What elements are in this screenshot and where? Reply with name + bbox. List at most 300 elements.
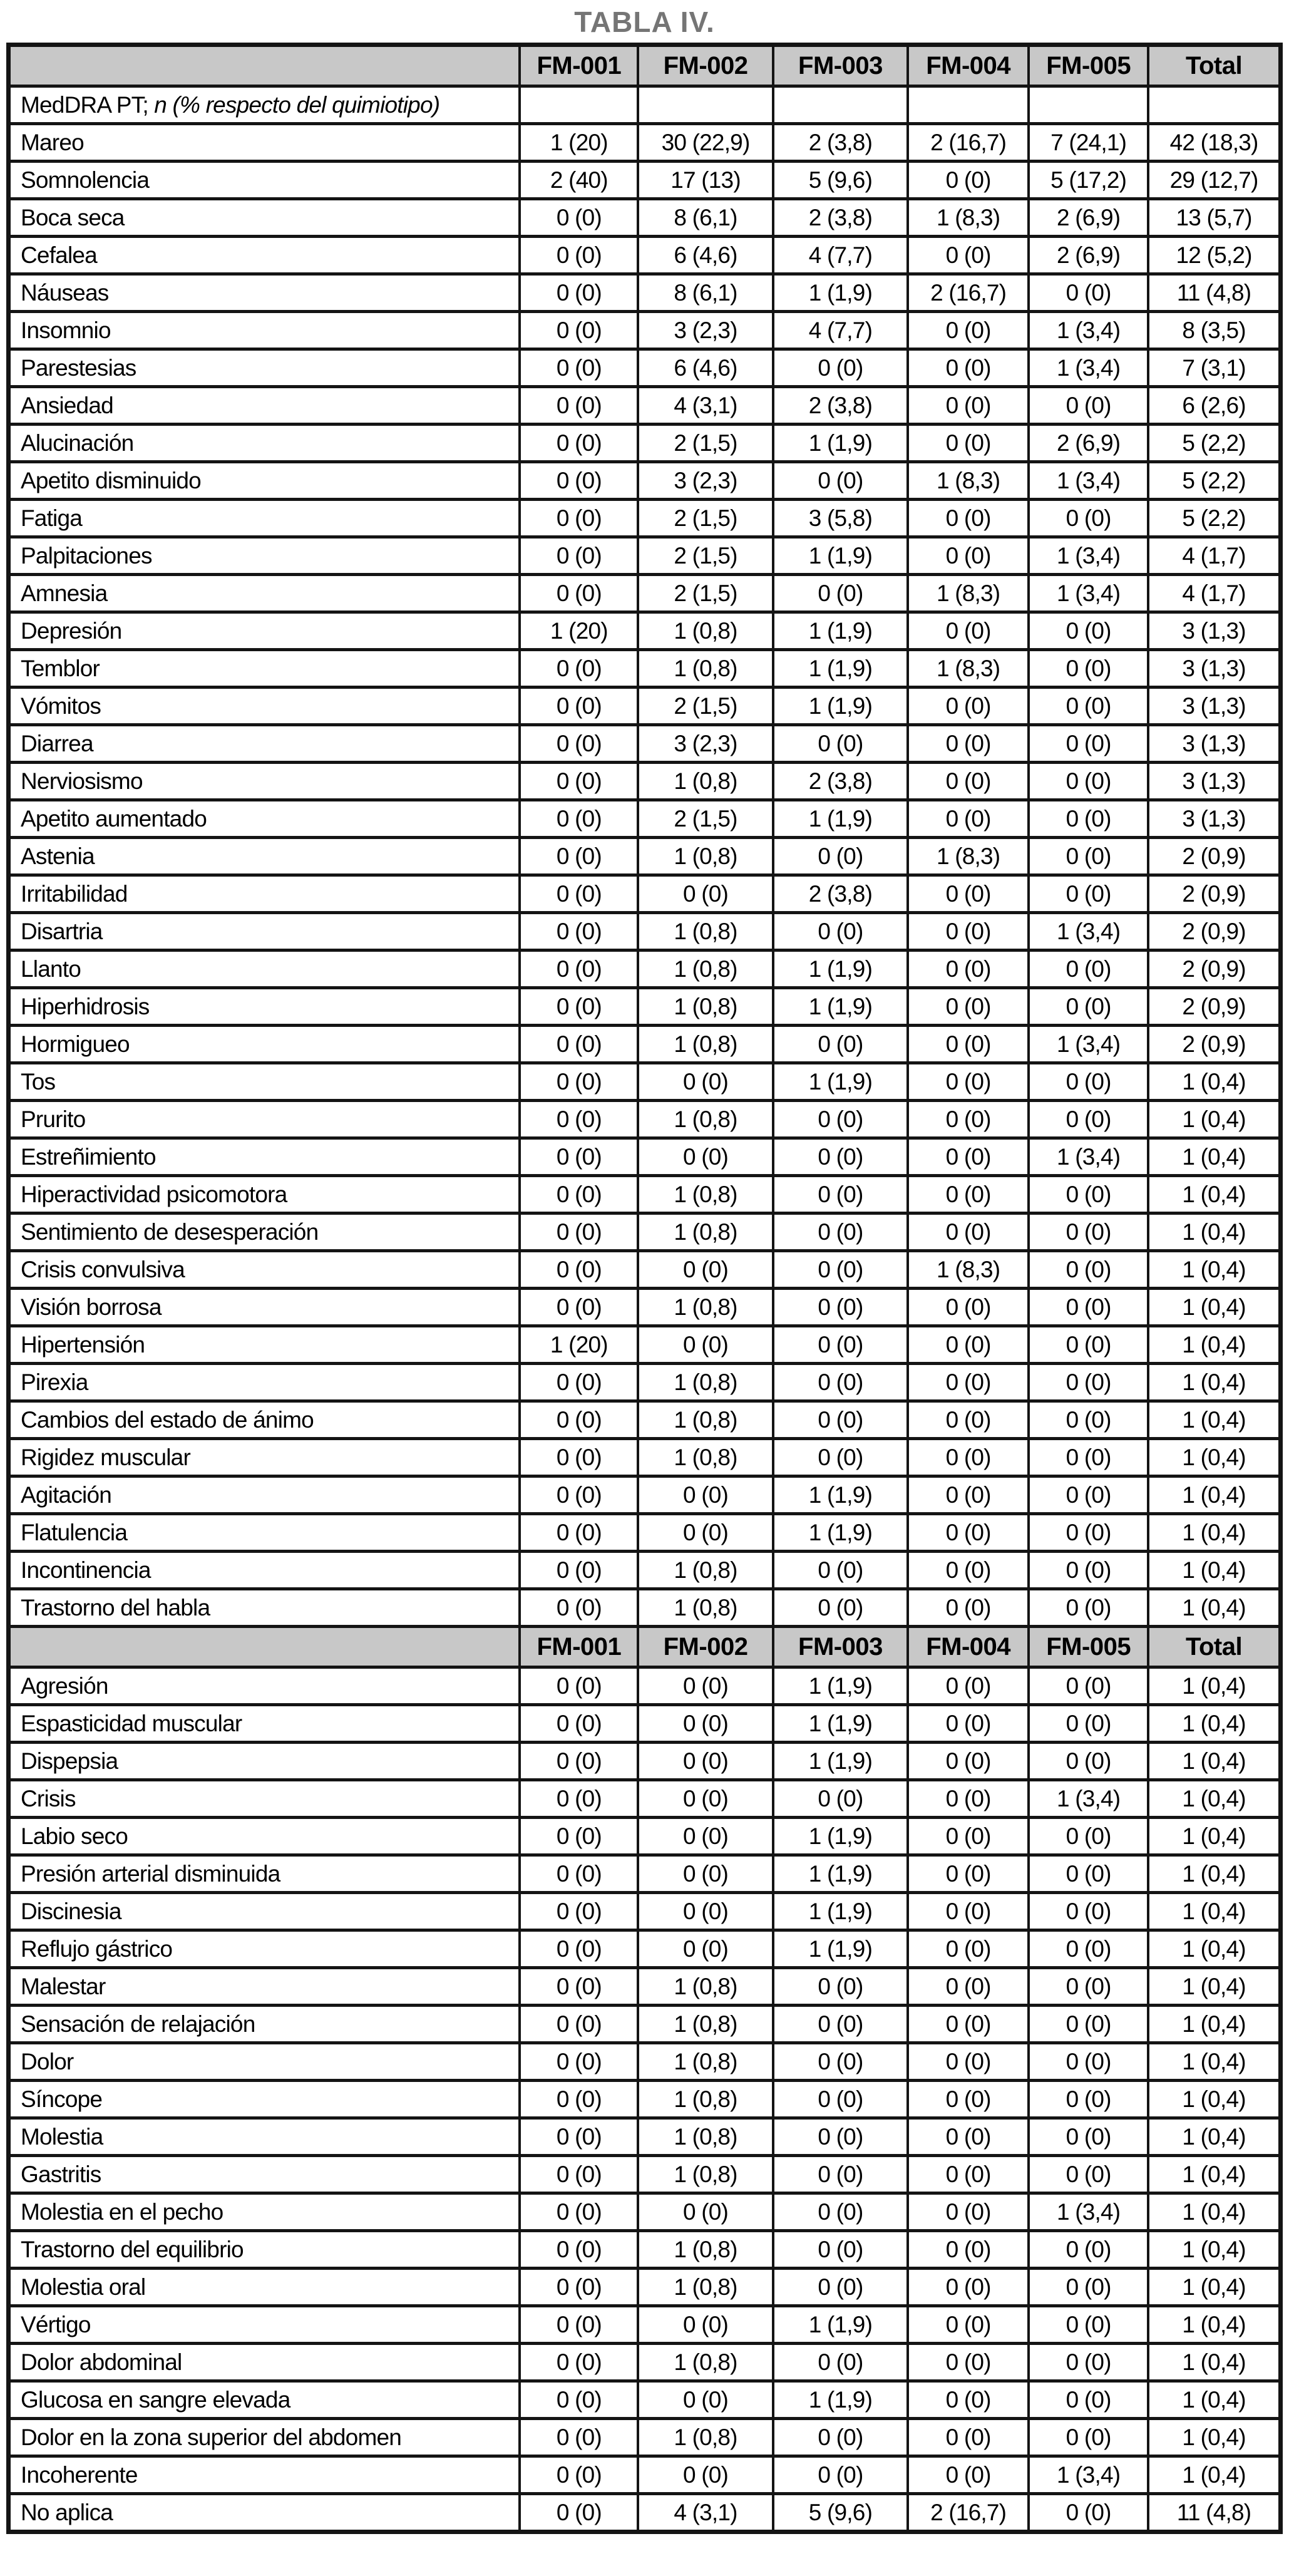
row-label: Crisis — [9, 1780, 520, 1818]
cell-value: 0 (0) — [520, 1780, 638, 1818]
cell-value: 1 (0,4) — [1148, 1364, 1280, 1401]
cell-value: 0 (0) — [520, 1364, 638, 1401]
cell-value: 6 (4,6) — [638, 237, 773, 274]
table-row — [9, 1439, 1281, 1476]
table-row — [9, 2419, 1281, 2456]
cell-value: 1 (20) — [520, 124, 638, 162]
cell-value: 0 (0) — [908, 425, 1029, 462]
cell-value: 2 (1,5) — [638, 688, 773, 725]
column-header-fm-003: FM-003 — [773, 45, 908, 86]
cell-value: 1 (0,8) — [638, 1289, 773, 1326]
row-label: Diarrea — [9, 725, 520, 763]
empty-cell — [638, 86, 773, 124]
cell-value: 0 (0) — [1029, 274, 1148, 312]
cell-value: 2 (0,9) — [1148, 1026, 1280, 1063]
cell-value: 0 (0) — [1029, 725, 1148, 763]
cell-value: 0 (0) — [908, 1589, 1029, 1627]
table-row — [9, 2456, 1281, 2494]
cell-value: 0 (0) — [638, 1326, 773, 1364]
cell-value: 2 (3,8) — [773, 124, 908, 162]
cell-value: 0 (0) — [520, 1514, 638, 1552]
cell-value: 0 (0) — [1029, 1364, 1148, 1401]
cell-value: 0 (0) — [908, 1705, 1029, 1743]
cell-value: 0 (0) — [1029, 800, 1148, 838]
cell-value: 0 (0) — [1029, 1818, 1148, 1855]
cell-value: 1 (1,9) — [773, 612, 908, 650]
cell-value: 0 (0) — [520, 575, 638, 612]
cell-value: 2 (40) — [520, 162, 638, 199]
cell-value: 1 (0,8) — [638, 951, 773, 988]
cell-value: 0 (0) — [908, 1552, 1029, 1589]
table-row — [9, 1930, 1281, 1968]
cell-value: 2 (1,5) — [638, 425, 773, 462]
cell-value: 0 (0) — [908, 2118, 1029, 2156]
cell-value: 0 (0) — [520, 1855, 638, 1893]
row-label: Somnolencia — [9, 162, 520, 199]
cell-value: 0 (0) — [773, 1968, 908, 2006]
cell-value: 17 (13) — [638, 162, 773, 199]
cell-value: 1 (0,4) — [1148, 1138, 1280, 1176]
cell-value: 1 (0,4) — [1148, 1176, 1280, 1213]
cell-value: 1 (1,9) — [773, 988, 908, 1026]
table-header-row-1 — [9, 1627, 1281, 1667]
table-row — [9, 1818, 1281, 1855]
cell-value: 0 (0) — [1029, 1063, 1148, 1101]
table-row — [9, 500, 1281, 537]
cell-value: 0 (0) — [1029, 2118, 1148, 2156]
cell-value: 1 (1,9) — [773, 650, 908, 688]
cell-value: 0 (0) — [773, 1780, 908, 1818]
row-label: Estreñimiento — [9, 1138, 520, 1176]
cell-value: 1 (0,4) — [1148, 1401, 1280, 1439]
cell-value: 0 (0) — [520, 1818, 638, 1855]
cell-value: 0 (0) — [773, 1138, 908, 1176]
row-label: Tos — [9, 1063, 520, 1101]
row-label: Pirexia — [9, 1364, 520, 1401]
cell-value: 0 (0) — [773, 1289, 908, 1326]
cell-value: 1 (0,4) — [1148, 1818, 1280, 1855]
table-row — [9, 2006, 1281, 2043]
row-label: Trastorno del habla — [9, 1589, 520, 1627]
cell-value: 4 (7,7) — [773, 312, 908, 349]
tabla-iv — [6, 43, 1283, 2534]
cell-value: 0 (0) — [908, 2043, 1029, 2081]
cell-value: 0 (0) — [773, 913, 908, 951]
cell-value: 7 (24,1) — [1029, 124, 1148, 162]
cell-value: 0 (0) — [1029, 650, 1148, 688]
cell-value: 0 (0) — [908, 1364, 1029, 1401]
cell-value: 0 (0) — [908, 951, 1029, 988]
table-row — [9, 2043, 1281, 2081]
cell-value: 0 (0) — [520, 2043, 638, 2081]
cell-value: 0 (0) — [1029, 1893, 1148, 1930]
cell-value: 0 (0) — [520, 349, 638, 387]
cell-value: 2 (3,8) — [773, 387, 908, 425]
cell-value: 0 (0) — [520, 1705, 638, 1743]
cell-value: 3 (1,3) — [1148, 763, 1280, 800]
cell-value: 2 (0,9) — [1148, 988, 1280, 1026]
table-header-row-0 — [9, 45, 1281, 86]
cell-value: 0 (0) — [773, 575, 908, 612]
cell-value: 0 (0) — [1029, 1968, 1148, 2006]
table-row — [9, 2381, 1281, 2419]
cell-value: 1 (1,9) — [773, 800, 908, 838]
row-label: Irritabilidad — [9, 875, 520, 913]
cell-value: 0 (0) — [638, 1514, 773, 1552]
cell-value: 5 (17,2) — [1029, 162, 1148, 199]
cell-value: 2 (6,9) — [1029, 425, 1148, 462]
row-label: Apetito aumentado — [9, 800, 520, 838]
cell-value: 0 (0) — [1029, 2381, 1148, 2419]
cell-value: 0 (0) — [773, 1552, 908, 1589]
row-label: Incoherente — [9, 2456, 520, 2494]
cell-value: 1 (0,8) — [638, 1401, 773, 1439]
cell-value: 0 (0) — [908, 875, 1029, 913]
cell-value: 1 (0,4) — [1148, 1552, 1280, 1589]
cell-value: 1 (0,4) — [1148, 1855, 1280, 1893]
table-row — [9, 875, 1281, 913]
cell-value: 0 (0) — [908, 1780, 1029, 1818]
cell-value: 0 (0) — [520, 1138, 638, 1176]
cell-value: 1 (1,9) — [773, 1818, 908, 1855]
cell-value: 0 (0) — [1029, 1439, 1148, 1476]
table-row — [9, 1855, 1281, 1893]
table-row — [9, 2193, 1281, 2231]
cell-value: 29 (12,7) — [1148, 162, 1280, 199]
cell-value: 0 (0) — [908, 763, 1029, 800]
cell-value: 0 (0) — [908, 1439, 1029, 1476]
table-row — [9, 1780, 1281, 1818]
cell-value: 8 (6,1) — [638, 274, 773, 312]
cell-value: 1 (0,8) — [638, 2043, 773, 2081]
cell-value: 0 (0) — [908, 988, 1029, 1026]
cell-value: 1 (8,3) — [908, 199, 1029, 237]
cell-value: 1 (0,4) — [1148, 1213, 1280, 1251]
cell-value: 1 (1,9) — [773, 951, 908, 988]
cell-value: 0 (0) — [520, 1063, 638, 1101]
row-label: Molestia en el pecho — [9, 2193, 520, 2231]
cell-value: 42 (18,3) — [1148, 124, 1280, 162]
cell-value: 0 (0) — [1029, 688, 1148, 725]
cell-value: 13 (5,7) — [1148, 199, 1280, 237]
cell-value: 1 (0,8) — [638, 2269, 773, 2306]
cell-value: 1 (1,9) — [773, 537, 908, 575]
cell-value: 3 (5,8) — [773, 500, 908, 537]
cell-value: 0 (0) — [908, 2306, 1029, 2344]
cell-value: 0 (0) — [520, 537, 638, 575]
cell-value: 0 (0) — [908, 913, 1029, 951]
cell-value: 0 (0) — [773, 1213, 908, 1251]
cell-value: 1 (0,4) — [1148, 2456, 1280, 2494]
cell-value: 0 (0) — [1029, 2269, 1148, 2306]
table-row — [9, 1251, 1281, 1289]
column-header-fm-002: FM-002 — [638, 45, 773, 86]
cell-value: 1 (0,8) — [638, 1026, 773, 1063]
cell-value: 11 (4,8) — [1148, 274, 1280, 312]
cell-value: 0 (0) — [773, 2269, 908, 2306]
cell-value: 1 (1,9) — [773, 1514, 908, 1552]
cell-value: 5 (2,2) — [1148, 462, 1280, 500]
cell-value: 0 (0) — [1029, 1552, 1148, 1589]
table-row — [9, 237, 1281, 274]
row-label: Alucinación — [9, 425, 520, 462]
cell-value: 0 (0) — [908, 387, 1029, 425]
cell-value: 0 (0) — [908, 162, 1029, 199]
cell-value: 0 (0) — [638, 1138, 773, 1176]
cell-value: 0 (0) — [908, 2231, 1029, 2269]
cell-value: 0 (0) — [638, 2306, 773, 2344]
cell-value: 1 (8,3) — [908, 650, 1029, 688]
row-label: Astenia — [9, 838, 520, 875]
row-label: Nerviosismo — [9, 763, 520, 800]
cell-value: 1 (0,8) — [638, 2006, 773, 2043]
cell-value: 0 (0) — [773, 725, 908, 763]
cell-value: 3 (1,3) — [1148, 688, 1280, 725]
table-row — [9, 387, 1281, 425]
table-row — [9, 1326, 1281, 1364]
cell-value: 2 (6,9) — [1029, 237, 1148, 274]
cell-value: 1 (3,4) — [1029, 312, 1148, 349]
cell-value: 0 (0) — [773, 2231, 908, 2269]
cell-value: 0 (0) — [908, 1930, 1029, 1968]
cell-value: 0 (0) — [520, 1251, 638, 1289]
cell-value: 0 (0) — [520, 274, 638, 312]
cell-value: 1 (0,8) — [638, 650, 773, 688]
cell-value: 1 (3,4) — [1029, 913, 1148, 951]
cell-value: 1 (8,3) — [908, 575, 1029, 612]
table-row — [9, 1289, 1281, 1326]
meddra-note-prefix: MedDRA PT; — [21, 91, 155, 118]
cell-value: 0 (0) — [908, 1138, 1029, 1176]
table-row — [9, 575, 1281, 612]
cell-value: 0 (0) — [773, 1251, 908, 1289]
cell-value: 0 (0) — [908, 2381, 1029, 2419]
row-label: No aplica — [9, 2494, 520, 2532]
cell-value: 0 (0) — [773, 349, 908, 387]
cell-value: 0 (0) — [1029, 1667, 1148, 1705]
cell-value: 0 (0) — [1029, 2006, 1148, 2043]
cell-value: 1 (3,4) — [1029, 2193, 1148, 2231]
cell-value: 2 (6,9) — [1029, 199, 1148, 237]
table-row — [9, 1101, 1281, 1138]
cell-value: 1 (0,8) — [638, 913, 773, 951]
row-label: Fatiga — [9, 500, 520, 537]
cell-value: 0 (0) — [520, 800, 638, 838]
row-label: Presión arterial disminuida — [9, 1855, 520, 1893]
cell-value: 1 (0,8) — [638, 612, 773, 650]
cell-value: 1 (0,4) — [1148, 1476, 1280, 1514]
header-corner-cell — [9, 1627, 520, 1667]
cell-value: 0 (0) — [1029, 2043, 1148, 2081]
cell-value: 0 (0) — [520, 2344, 638, 2381]
cell-value: 0 (0) — [638, 1818, 773, 1855]
row-label: Vértigo — [9, 2306, 520, 2344]
table-title: TABLA IV. — [574, 6, 715, 38]
cell-value: 0 (0) — [1029, 951, 1148, 988]
cell-value: 0 (0) — [638, 1855, 773, 1893]
cell-value: 1 (0,8) — [638, 2231, 773, 2269]
row-label: Sentimiento de desesperación — [9, 1213, 520, 1251]
row-label: Dispepsia — [9, 1743, 520, 1780]
row-label: Agresión — [9, 1667, 520, 1705]
cell-value: 1 (0,4) — [1148, 1589, 1280, 1627]
cell-value: 0 (0) — [520, 1476, 638, 1514]
cell-value: 1 (0,4) — [1148, 2043, 1280, 2081]
cell-value: 0 (0) — [908, 1514, 1029, 1552]
cell-value: 1 (0,4) — [1148, 2419, 1280, 2456]
cell-value: 1 (0,4) — [1148, 2269, 1280, 2306]
cell-value: 1 (3,4) — [1029, 2456, 1148, 2494]
cell-value: 7 (3,1) — [1148, 349, 1280, 387]
table-row — [9, 951, 1281, 988]
cell-value: 0 (0) — [908, 312, 1029, 349]
cell-value: 1 (0,8) — [638, 1176, 773, 1213]
cell-value: 1 (0,4) — [1148, 2344, 1280, 2381]
table-row — [9, 988, 1281, 1026]
cell-value: 0 (0) — [520, 2381, 638, 2419]
cell-value: 0 (0) — [908, 1476, 1029, 1514]
row-label: Vómitos — [9, 688, 520, 725]
table-row — [9, 537, 1281, 575]
table-row — [9, 124, 1281, 162]
cell-value: 1 (0,4) — [1148, 1705, 1280, 1743]
table-body — [9, 45, 1281, 2532]
cell-value: 1 (0,8) — [638, 1589, 773, 1627]
cell-value: 0 (0) — [520, 1552, 638, 1589]
cell-value: 1 (1,9) — [773, 1476, 908, 1514]
cell-value: 0 (0) — [908, 237, 1029, 274]
cell-value: 8 (3,5) — [1148, 312, 1280, 349]
cell-value: 0 (0) — [773, 2118, 908, 2156]
cell-value: 0 (0) — [520, 1589, 638, 1627]
cell-value: 1 (0,4) — [1148, 2081, 1280, 2118]
cell-value: 0 (0) — [1029, 1213, 1148, 1251]
cell-value: 3 (1,3) — [1148, 800, 1280, 838]
cell-value: 0 (0) — [908, 537, 1029, 575]
cell-value: 0 (0) — [520, 988, 638, 1026]
cell-value: 2 (1,5) — [638, 800, 773, 838]
table-row — [9, 913, 1281, 951]
cell-value: 0 (0) — [908, 800, 1029, 838]
cell-value: 1 (0,4) — [1148, 1439, 1280, 1476]
cell-value: 1 (3,4) — [1029, 1026, 1148, 1063]
empty-cell — [1029, 86, 1148, 124]
cell-value: 1 (0,8) — [638, 1968, 773, 2006]
row-label: Hipertensión — [9, 1326, 520, 1364]
cell-value: 0 (0) — [773, 1589, 908, 1627]
cell-value: 0 (0) — [520, 838, 638, 875]
cell-value: 0 (0) — [520, 1026, 638, 1063]
cell-value: 1 (3,4) — [1029, 349, 1148, 387]
cell-value: 1 (8,3) — [908, 462, 1029, 500]
cell-value: 0 (0) — [908, 2156, 1029, 2193]
cell-value: 0 (0) — [1029, 875, 1148, 913]
cell-value: 0 (0) — [638, 1893, 773, 1930]
cell-value: 2 (16,7) — [908, 2494, 1029, 2532]
cell-value: 1 (0,8) — [638, 2118, 773, 2156]
cell-value: 1 (3,4) — [1029, 1780, 1148, 1818]
cell-value: 2 (1,5) — [638, 500, 773, 537]
cell-value: 0 (0) — [1029, 838, 1148, 875]
cell-value: 0 (0) — [908, 2419, 1029, 2456]
cell-value: 1 (20) — [520, 1326, 638, 1364]
cell-value: 1 (1,9) — [773, 1930, 908, 1968]
cell-value: 0 (0) — [520, 199, 638, 237]
cell-value: 1 (1,9) — [773, 1063, 908, 1101]
table-row — [9, 1063, 1281, 1101]
table-row — [9, 1667, 1281, 1705]
row-label: Molestia — [9, 2118, 520, 2156]
table-row — [9, 688, 1281, 725]
table-row — [9, 312, 1281, 349]
row-label: Náuseas — [9, 274, 520, 312]
cell-value: 0 (0) — [1029, 2306, 1148, 2344]
cell-value: 0 (0) — [1029, 988, 1148, 1026]
cell-value: 0 (0) — [908, 1855, 1029, 1893]
cell-value: 0 (0) — [520, 688, 638, 725]
cell-value: 0 (0) — [638, 2456, 773, 2494]
table-row — [9, 2118, 1281, 2156]
column-header-fm-005: FM-005 — [1029, 45, 1148, 86]
empty-cell — [1148, 86, 1280, 124]
row-label: Incontinencia — [9, 1552, 520, 1589]
table-row — [9, 650, 1281, 688]
row-label: Amnesia — [9, 575, 520, 612]
cell-value: 1 (1,9) — [773, 2306, 908, 2344]
cell-value: 1 (1,9) — [773, 2381, 908, 2419]
column-header-fm-004: FM-004 — [908, 45, 1029, 86]
cell-value: 3 (2,3) — [638, 725, 773, 763]
cell-value: 0 (0) — [773, 1101, 908, 1138]
cell-value: 1 (0,4) — [1148, 1101, 1280, 1138]
row-label: Gastritis — [9, 2156, 520, 2193]
cell-value: 2 (0,9) — [1148, 913, 1280, 951]
cell-value: 0 (0) — [773, 1439, 908, 1476]
cell-value: 0 (0) — [638, 1476, 773, 1514]
row-label: Dolor en la zona superior del abdomen — [9, 2419, 520, 2456]
table-row — [9, 274, 1281, 312]
row-label: Hiperhidrosis — [9, 988, 520, 1026]
table-row — [9, 1968, 1281, 2006]
cell-value: 0 (0) — [908, 1101, 1029, 1138]
cell-value: 0 (0) — [520, 875, 638, 913]
cell-value: 0 (0) — [520, 1667, 638, 1705]
cell-value: 0 (0) — [773, 1176, 908, 1213]
table-row — [9, 1213, 1281, 1251]
table-row — [9, 1589, 1281, 1627]
table-row — [9, 2344, 1281, 2381]
cell-value: 0 (0) — [638, 1743, 773, 1780]
cell-value: 0 (0) — [773, 2156, 908, 2193]
cell-value: 1 (0,4) — [1148, 1968, 1280, 2006]
cell-value: 0 (0) — [908, 1289, 1029, 1326]
cell-value: 1 (1,9) — [773, 1743, 908, 1780]
cell-value: 1 (1,9) — [773, 1855, 908, 1893]
cell-value: 0 (0) — [908, 1326, 1029, 1364]
cell-value: 5 (9,6) — [773, 162, 908, 199]
cell-value: 1 (0,4) — [1148, 2006, 1280, 2043]
cell-value: 2 (1,5) — [638, 537, 773, 575]
cell-value: 6 (4,6) — [638, 349, 773, 387]
cell-value: 0 (0) — [520, 462, 638, 500]
table-row — [9, 1514, 1281, 1552]
cell-value: 1 (0,4) — [1148, 1930, 1280, 1968]
cell-value: 0 (0) — [1029, 387, 1148, 425]
cell-value: 0 (0) — [520, 1743, 638, 1780]
cell-value: 2 (16,7) — [908, 274, 1029, 312]
cell-value: 0 (0) — [1029, 763, 1148, 800]
table-row — [9, 1705, 1281, 1743]
